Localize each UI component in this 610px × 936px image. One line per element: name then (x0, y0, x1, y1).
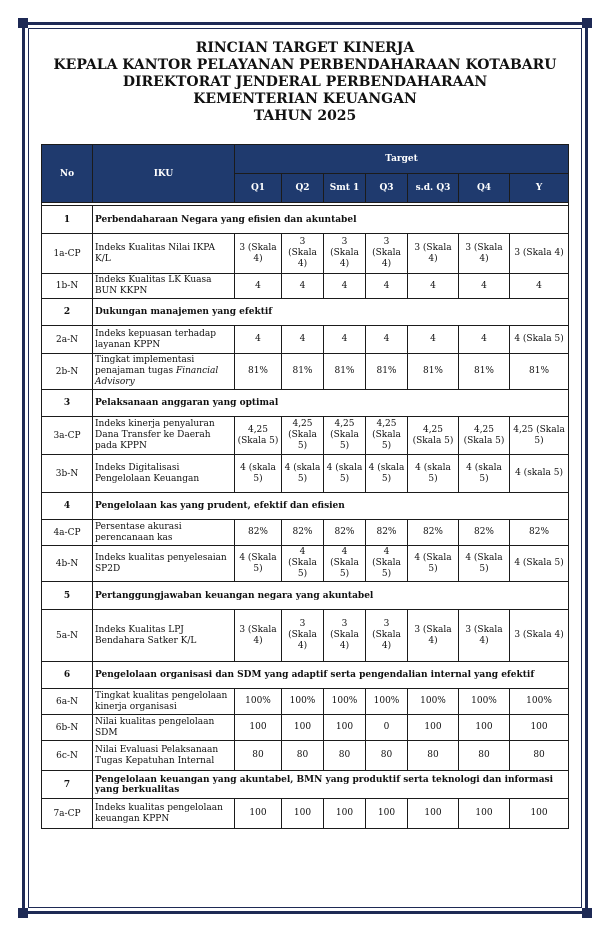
section-title: Pengelolaan keuangan yang akuntabel, BMN yang produktif serta teknologi dan informasi yang berkualitas (93, 771, 569, 799)
target-value: 4,25 (Skala 5) (510, 417, 569, 455)
target-value: 4 (skala 5) (282, 455, 324, 493)
table-row (42, 546, 569, 582)
target-value: 100 (408, 799, 459, 829)
target-value: 4 (Skala 5) (510, 546, 569, 582)
target-value: 82% (282, 520, 324, 546)
section-row (42, 771, 569, 799)
table-row (42, 799, 569, 829)
indicator-code: 3b-N (42, 455, 93, 493)
section-title: Pertanggungjawaban keuangan negara yang akuntabel (93, 582, 569, 610)
section-title: Pelaksanaan anggaran yang optimal (93, 390, 569, 417)
indicator-code: 3a-CP (42, 417, 93, 455)
target-value: 4,25 (Skala 5) (282, 417, 324, 455)
target-value: 4,25 (Skala 5) (408, 417, 459, 455)
section-row (42, 662, 569, 689)
target-value: 4 (skala 5) (459, 455, 510, 493)
table-row (42, 610, 569, 662)
indicator-name (93, 610, 235, 662)
target-value: 82% (510, 520, 569, 546)
target-value: 0 (366, 715, 408, 741)
target-value: 100 (459, 799, 510, 829)
section-title: Pengelolaan kas yang prudent, efektif dan efisien (93, 493, 569, 520)
target-value: 100 (408, 715, 459, 741)
target-value: 100% (510, 689, 569, 715)
table-row (42, 455, 569, 493)
target-value: 80 (459, 741, 510, 771)
target-value: 4 (Skala 5) (459, 546, 510, 582)
target-table (41, 144, 569, 829)
target-value: 4 (skala 5) (324, 455, 366, 493)
document-title (40, 40, 570, 125)
target-value: 4 (skala 5) (408, 455, 459, 493)
section-row (42, 493, 569, 520)
target-value: 3 (Skala 4) (408, 234, 459, 274)
table-row (42, 354, 569, 390)
header-period: Smt 1 (324, 174, 366, 203)
target-value: 100% (459, 689, 510, 715)
indicator-name-text: Indeks Kualitas LK Kuasa BUN KKPN (95, 275, 212, 296)
target-value: 4 (408, 326, 459, 354)
indicator-name (93, 417, 235, 455)
target-value: 3 (Skala 4) (459, 234, 510, 274)
target-value: 3 (Skala 4) (366, 234, 408, 274)
target-value: 81% (282, 354, 324, 390)
table-row (42, 417, 569, 455)
header-period: Q1 (235, 174, 282, 203)
section-number: 3 (42, 390, 93, 417)
title-line: TAHUN 2025 (253, 108, 357, 124)
target-value: 4,25 (Skala 5) (366, 417, 408, 455)
indicator-code: 4b-N (42, 546, 93, 582)
target-value: 4 (510, 274, 569, 299)
indicator-code: 4a-CP (42, 520, 93, 546)
target-value: 4 (324, 274, 366, 299)
target-value: 100 (324, 715, 366, 741)
header-period: Q2 (282, 174, 324, 203)
indicator-name (93, 799, 235, 829)
section-number: 1 (42, 206, 93, 234)
section-number: 7 (42, 771, 93, 799)
target-value: 3 (Skala 4) (510, 234, 569, 274)
target-value: 3 (Skala 4) (459, 610, 510, 662)
indicator-code: 1b-N (42, 274, 93, 299)
indicator-name (93, 689, 235, 715)
table-row (42, 326, 569, 354)
target-value: 82% (235, 520, 282, 546)
border-corner-ornament (18, 908, 28, 918)
target-value: 4 (235, 326, 282, 354)
target-value: 81% (408, 354, 459, 390)
target-value: 100 (282, 799, 324, 829)
header-period: s.d. Q3 (408, 174, 459, 203)
indicator-name (93, 546, 235, 582)
indicator-name (93, 520, 235, 546)
indicator-name-text: Indeks kinerja penyaluran Dana Transfer ke Daerah pada KPPN (95, 419, 215, 451)
title-line: RINCIAN TARGET KINERJA (195, 40, 415, 56)
target-value: 82% (324, 520, 366, 546)
target-value: 82% (459, 520, 510, 546)
header-period: Q4 (459, 174, 510, 203)
target-value: 100 (510, 715, 569, 741)
indicator-name (93, 274, 235, 299)
indicator-name-text: Nilai kualitas pengelolaan SDM (95, 716, 215, 738)
section-title: Dukungan manajemen yang efektif (93, 299, 569, 326)
target-value: 4 (282, 326, 324, 354)
target-value: 80 (510, 741, 569, 771)
target-value: 4 (skala 5) (510, 455, 569, 493)
indicator-name (93, 234, 235, 274)
target-value: 100 (459, 715, 510, 741)
target-value: 4 (skala 5) (235, 455, 282, 493)
target-value: 3 (Skala 4) (324, 234, 366, 274)
indicator-name-text: Persentase akurasi perencanaan kas (95, 521, 182, 543)
target-value: 4,25 (Skala 5) (324, 417, 366, 455)
border-corner-ornament (582, 908, 592, 918)
indicator-name-text: Indeks Digitalisasi Pengelolaan Keuangan (95, 462, 200, 484)
target-value: 4,25 (Skala 5) (235, 417, 282, 455)
target-value: 3 (Skala 4) (235, 234, 282, 274)
indicator-name (93, 741, 235, 771)
indicator-name-text: Nilai Evaluasi Pelaksanaan Tugas Kepatuhan Internal (95, 744, 219, 766)
section-number: 5 (42, 582, 93, 610)
target-value: 4,25 (Skala 5) (459, 417, 510, 455)
target-value: 4 (324, 326, 366, 354)
header-period: Q3 (366, 174, 408, 203)
indicator-code: 5a-N (42, 610, 93, 662)
target-value: 100% (235, 689, 282, 715)
indicator-name-text: Indeks kualitas pengelolaan keuangan KPPN (95, 802, 223, 824)
target-value: 100 (324, 799, 366, 829)
target-value: 4 (235, 274, 282, 299)
target-value: 4 (Skala 5) (235, 546, 282, 582)
header-period: Y (510, 174, 569, 203)
target-value: 3 (Skala 4) (510, 610, 569, 662)
header-no: No (42, 145, 93, 203)
indicator-name (93, 715, 235, 741)
target-value: 4 (skala 5) (366, 455, 408, 493)
target-value: 100% (324, 689, 366, 715)
target-value: 100 (510, 799, 569, 829)
table-row (42, 741, 569, 771)
header-iku: IKU (93, 145, 235, 203)
indicator-name (93, 455, 235, 493)
target-value: 100% (366, 689, 408, 715)
indicator-name-text: Indeks Kualitas LPJ Bendahara Satker K/L (95, 624, 197, 646)
indicator-name-text: Tingkat implementasi penajaman tugas (95, 355, 195, 376)
target-value: 81% (510, 354, 569, 390)
indicator-name-text: Indeks kualitas penyelesaian SP2D (95, 552, 227, 574)
indicator-name-text: Tingkat kualitas pengelolaan kinerja organisasi (95, 690, 228, 712)
header-target: Target (235, 145, 569, 174)
target-value: 4 (408, 274, 459, 299)
section-title: Pengelolaan organisasi dan SDM yang adaptif serta pengendalian internal yang efektif (93, 662, 569, 689)
indicator-code: 6c-N (42, 741, 93, 771)
section-row (42, 582, 569, 610)
target-value: 81% (459, 354, 510, 390)
target-value: 100% (408, 689, 459, 715)
target-value: 4 (Skala 5) (408, 546, 459, 582)
indicator-name-italic: Financial Advisory (95, 366, 219, 387)
section-row (42, 390, 569, 417)
section-number: 6 (42, 662, 93, 689)
section-row (42, 299, 569, 326)
indicator-code: 2a-N (42, 326, 93, 354)
indicator-code: 6a-N (42, 689, 93, 715)
target-value: 3 (Skala 4) (282, 610, 324, 662)
title-line: DIREKTORAT JENDERAL PERBENDAHARAAN (122, 74, 488, 90)
border-corner-ornament (18, 18, 28, 28)
section-number: 2 (42, 299, 93, 326)
indicator-code: 7a-CP (42, 799, 93, 829)
target-value: 81% (235, 354, 282, 390)
target-value: 100 (235, 799, 282, 829)
target-value: 81% (366, 354, 408, 390)
indicator-code: 6b-N (42, 715, 93, 741)
section-row (42, 206, 569, 234)
target-value: 3 (Skala 4) (235, 610, 282, 662)
table-row (42, 274, 569, 299)
table-row (42, 715, 569, 741)
indicator-name-text: Indeks kepuasan terhadap layanan KPPN (95, 328, 217, 350)
indicator-name (93, 354, 235, 390)
target-value: 4 (459, 326, 510, 354)
section-title: Perbendaharaan Negara yang efisien dan akuntabel (93, 206, 569, 234)
table-row (42, 234, 569, 274)
target-value: 4 (366, 274, 408, 299)
target-value: 3 (Skala 4) (282, 234, 324, 274)
indicator-code: 1a-CP (42, 234, 93, 274)
target-value: 100 (366, 799, 408, 829)
border-corner-ornament (582, 18, 592, 28)
target-value: 80 (366, 741, 408, 771)
target-value: 3 (Skala 4) (366, 610, 408, 662)
target-value: 4 (Skala 5) (324, 546, 366, 582)
section-number: 4 (42, 493, 93, 520)
target-value: 4 (Skala 5) (366, 546, 408, 582)
target-value: 80 (235, 741, 282, 771)
target-value: 4 (Skala 5) (282, 546, 324, 582)
target-value: 100 (235, 715, 282, 741)
target-value: 82% (366, 520, 408, 546)
target-value: 80 (408, 741, 459, 771)
indicator-code: 2b-N (42, 354, 93, 390)
target-value: 100% (282, 689, 324, 715)
target-value: 100 (282, 715, 324, 741)
target-value: 80 (324, 741, 366, 771)
target-value: 4 (282, 274, 324, 299)
title-line: KEMENTERIAN KEUANGAN (193, 91, 417, 107)
target-value: 4 (Skala 5) (510, 326, 569, 354)
target-value: 80 (282, 741, 324, 771)
target-value: 3 (Skala 4) (324, 610, 366, 662)
table-row (42, 689, 569, 715)
target-value: 81% (324, 354, 366, 390)
target-value: 4 (366, 326, 408, 354)
table-row (42, 520, 569, 546)
indicator-name-text: Indeks Kualitas Nilai IKPA K/L (95, 242, 216, 264)
title-line: KEPALA KANTOR PELAYANAN PERBENDAHARAAN KOTABARU (53, 57, 557, 73)
target-value: 3 (Skala 4) (408, 610, 459, 662)
indicator-name (93, 326, 235, 354)
target-value: 4 (459, 274, 510, 299)
target-value: 82% (408, 520, 459, 546)
